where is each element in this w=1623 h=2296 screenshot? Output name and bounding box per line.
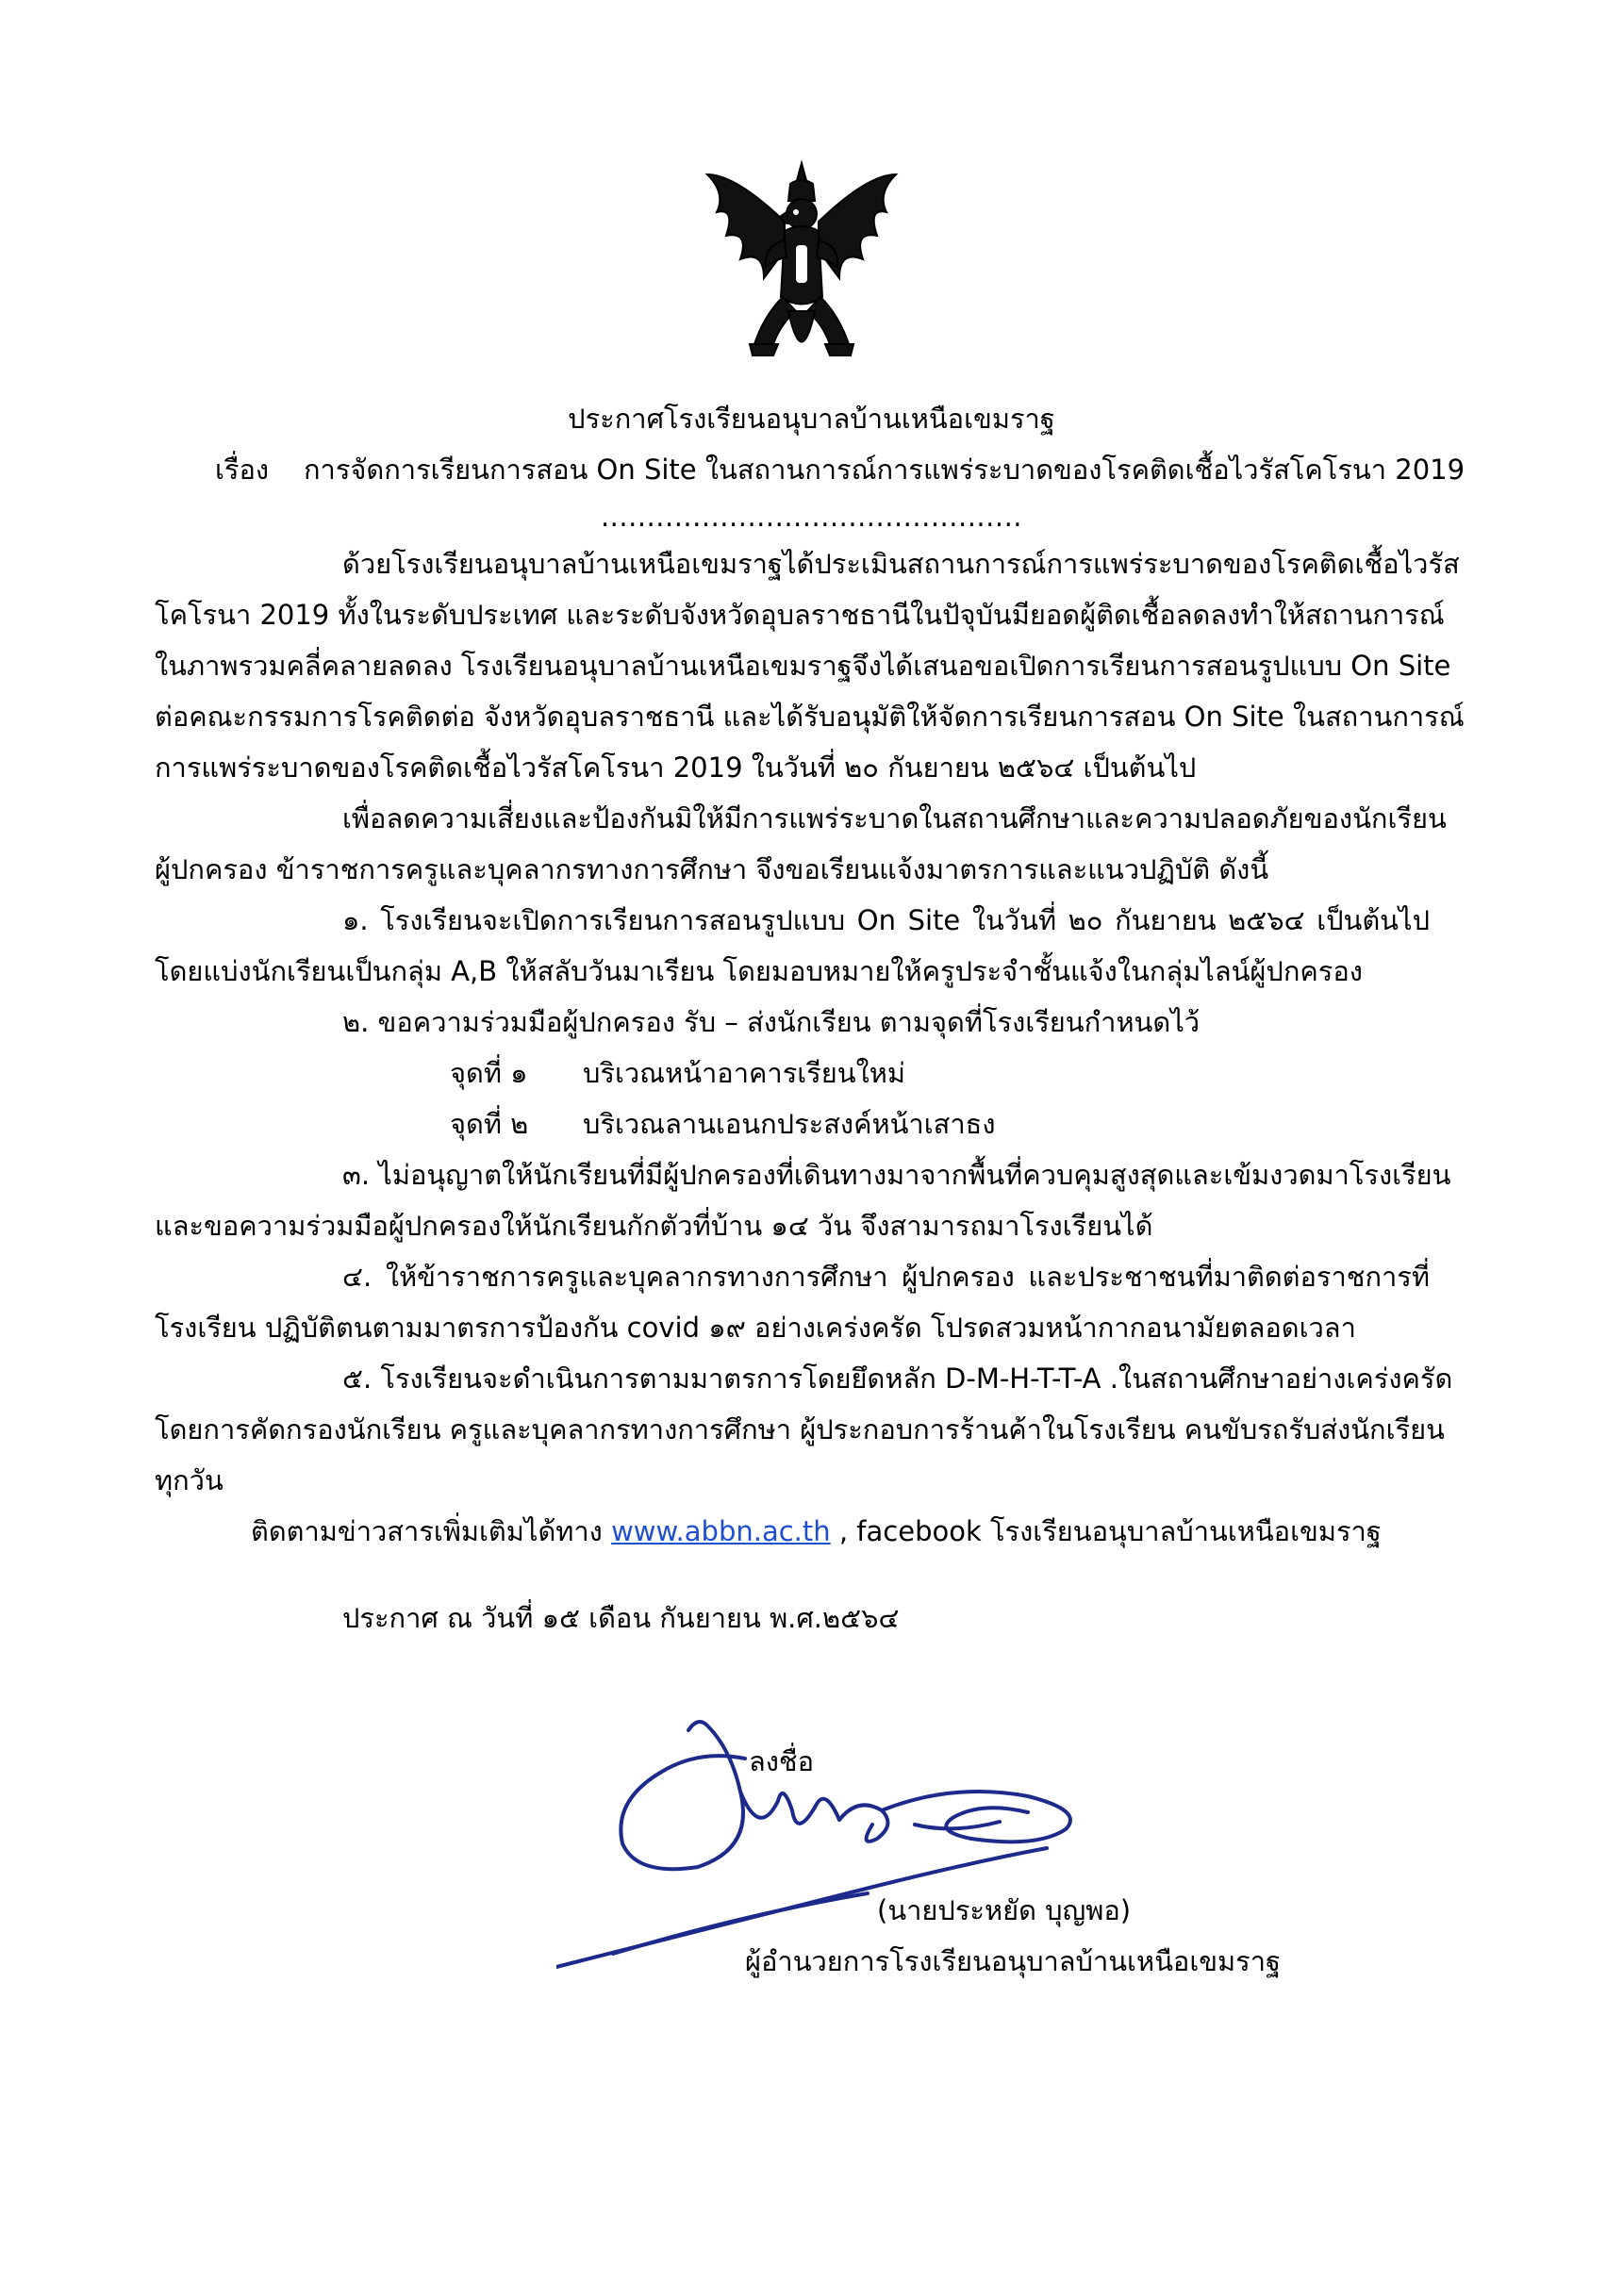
para1-line1: ด้วยโรงเรียนอนุบาลบ้านเหนือเขมราฐได้ประเมินสถานการณ์การแพร่ระบาดของโรคติดเชื้อไวรัส [342,548,1460,580]
item4-line2: โรงเรียน ปฏิบัติตนตามมาตรการป้องกัน covid ๑๙ อย่างเคร่งครัด โปรดสวมหน้ากากอนามัยตลอดเวลา [155,1312,1356,1344]
item2-line: ๒. ขอความร่วมมือผู้ปกครอง รับ – ส่งนักเรียน ตามจุดที่โรงเรียนกำหนดไว้ [342,1006,1201,1038]
para2-line1: เพื่อลดความเสี่ยงและป้องกันมิให้มีการแพร่ระบาดในสถานศึกษาและความปลอดภัยของนักเรียน [342,802,1447,834]
follow-line [251,1516,1382,1547]
para1-line3: ในภาพรวมคลี่คลายลดลง โรงเรียนอนุบาลบ้านเหนือเขมราฐจึงได้เสนอขอเปิดการเรียนการสอนรูปแบบ On Site [155,650,1451,682]
point1-place: บริเวณหน้าอาคารเรียนใหม่ [583,1057,905,1089]
para2-line2: ผู้ปกครอง ข้าราชการครูและบุคลากรทางการศึกษา จึงขอเรียนแจ้งมาตรการและแนวปฏิบัติ ดังนี้ [155,853,1269,885]
signer-position: ผู้อำนวยการโรงเรียนอนุบาลบ้านเหนือเขมราฐ [745,1945,1282,1977]
para1-line2: โคโรนา 2019 ทั้งในระดับประเทศ และระดับจังหวัดอุบลราชธานีในปัจุบันมียอดผู้ติดเชื้อลดลงทำให้สถานการณ์ [155,599,1445,631]
separator-line: .............................................. [600,501,1023,533]
point2-label: จุดที่ ๒ [450,1108,529,1140]
item1-line2: โดยแบ่งนักเรียนเป็นกลุ่ม A,B ให้สลับวันมาเรียน โดยมอบหมายให้ครูประจำชั้นแจ้งในกลุ่มไลน์ผู้ปกครอง [155,955,1363,987]
website-link[interactable]: www.abbn.ac.th [611,1515,831,1547]
item3-line2: และขอความร่วมมือผู้ปกครองให้นักเรียนกักตัวที่บ้าน ๑๔ วัน จึงสามารถมาโรงเรียนได้ [155,1210,1153,1242]
item3-line1: ๓. ไม่อนุญาตให้นักเรียนที่มีผู้ปกครองที่เดินทางมาจากพื้นที่ควบคุมสูงสุดและเข้มงวดมาโรงเรียน [342,1159,1451,1191]
point1-label: จุดที่ ๑ [450,1057,528,1089]
subject-text: การจัดการเรียนการสอน On Site ในสถานการณ์การแพร่ระบาดของโรคติดเชื้อไวรัสโคโรนา 2019 [304,454,1466,486]
para1-line5: การแพร่ระบาดของโรคติดเชื้อไวรัสโคโรนา 2019 ในวันที่ ๒๐ กันยายน ๒๕๖๔ เป็นต้นไป [155,752,1197,784]
sign-label: ลงชื่อ [749,1745,815,1777]
item5-line1: ๕. โรงเรียนจะดำเนินการตามมาตรการโดยยึดหลัก D-M-H-T-T-A .ในสถานศึกษาอย่างเคร่งครัด [342,1363,1453,1395]
follow-suffix: , facebook โรงเรียนอนุบาลบ้านเหนือเขมราฐ [838,1515,1382,1547]
garuda-emblem-icon [698,156,905,377]
follow-prefix: ติดตามข่าวสารเพิ่มเติมได้ทาง [251,1515,603,1547]
para1-line4: ต่อคณะกรรมการโรคติดต่อ จังหวัดอุบลราชธานี และได้รับอนุมัติให้จัดการเรียนการสอน On Site ในสถานการณ์ [155,701,1465,733]
announcement-title: ประกาศโรงเรียนอนุบาลบ้านเหนือเขมราฐ [568,403,1055,435]
signer-name: (นายประหยัด บุญพอ) [877,1894,1132,1926]
item4-line1: ๔. ให้ข้าราชการครูและบุคลากรทางการศึกษา ผู้ปกครอง และประชาชนที่มาติดต่อราชการที่ [342,1261,1430,1293]
subject-label: เรื่อง [215,454,270,486]
item1-line1: ๑. โรงเรียนจะเปิดการเรียนการสอนรูปแบบ On Site ในวันที่ ๒๐ กันยายน ๒๕๖๔ เป็นต้นไป [342,904,1430,936]
item5-line3: ทุกวัน [155,1464,224,1496]
point2-place: บริเวณลานเอนกประสงค์หน้าเสาธง [583,1108,996,1140]
announce-date: ประกาศ ณ วันที่ ๑๕ เดือน กันยายน พ.ศ.๒๕๖๔ [342,1602,900,1634]
item5-line2: โดยการคัดกรองนักเรียน ครูและบุคลากรทางการศึกษา ผู้ประกอบการร้านค้าในโรงเรียน คนขับรถรับส่งนักเรียน [155,1413,1445,1445]
